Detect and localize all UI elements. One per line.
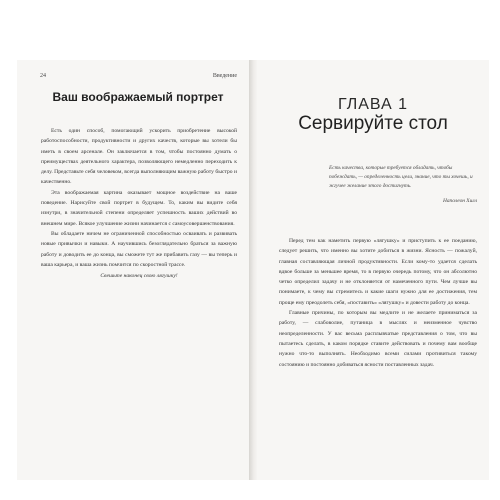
section-title: Ваш воображаемый портрет xyxy=(52,90,224,104)
closing-line: Свешьте наконец свою лягушку! xyxy=(100,273,178,280)
book-spread xyxy=(17,60,489,480)
chapter-label: ГЛАВА 1 xyxy=(337,96,409,113)
paragraph: Есть один способ, помогающий ускорить приобретение высокой работоспособности, продуктивности и других качеств, которые вы хотели бы иметь в своем арсенале. Он заключается в том, чтобы постоянно думать о преимуществах деятельного характера, позволяющего немедленно переходить к делу. Представьте себя человеком, всегда выполняющим важную работу быстро и качественно. xyxy=(41,128,237,186)
paragraph: Вы обладаете ничем не ограниченной способностью осваивать и развивать новые привычки и навыки. А научившись безоглядательно браться за важную работу и доводить ее до конца, вы сможете тут же прибавить газу — вы теперь и ваша карьера, и ваша жизнь помчится по скоростной трассе. xyxy=(41,230,237,268)
page-number: 24 xyxy=(40,73,46,79)
paragraph: Перед тем как наметить первую «лягушку» и приступить к ее поеданию, следует решить, что именно вы хотите добиться в жизни. Ясность — пожалуй, главная составляющая личной продуктивности. Если кому-то удается сделать вдвое больше за меньшее время, то в первую очередь потому, что он абсолютно четко определил задачу и не отклоняется от намеченного пути. Чем лучше вы понимаете, к чему вы стремитесь и какие шаги нужно для ее достижения, тем проще ему преодолеть себя, «поставить» «лягушку» и довести работу до конца. xyxy=(279,238,477,306)
chapter-title: Сервируйте стол xyxy=(298,113,448,134)
epigraph-author: Наполеон Хилл xyxy=(442,198,477,204)
paragraph: Главные причины, по которым вы медлите и не желаете приниматься за работу, — слабоволие, путаница в мыслях и неизменное чувство неопределенности. У вас весьма расплывчатые представления о том, что вы пытаетесь сделать, в каком порядке ставите действовать и почему вам вообще нужно что-то выполнять. Необходимо всеми силами противиться такому состоянию и постоянно добиваться ясности поставленных задач. xyxy=(279,310,477,368)
left-page xyxy=(17,60,250,480)
right-body-text xyxy=(279,236,477,370)
epigraph: Есть качества, которые требуется обладать, чтобы побеждать, — определенность цели, знание, что ты хочешь, и жгучее желание этого достигнуть. xyxy=(329,165,473,189)
running-head: Введение xyxy=(212,73,237,79)
left-body-text xyxy=(41,126,237,281)
paragraph: Эта воображаемая картина оказывает мощное воздействие на ваше поведение. Нарисуйте свой портрет в будущем. То, каким вы видите себя изнутри, в значительной степени определяет успешность ваших действий во внешнем мире. Всякое улучшение жизни начинается с самоусовершенствования. xyxy=(41,189,237,227)
book-gutter xyxy=(249,60,257,480)
right-page xyxy=(257,60,489,480)
